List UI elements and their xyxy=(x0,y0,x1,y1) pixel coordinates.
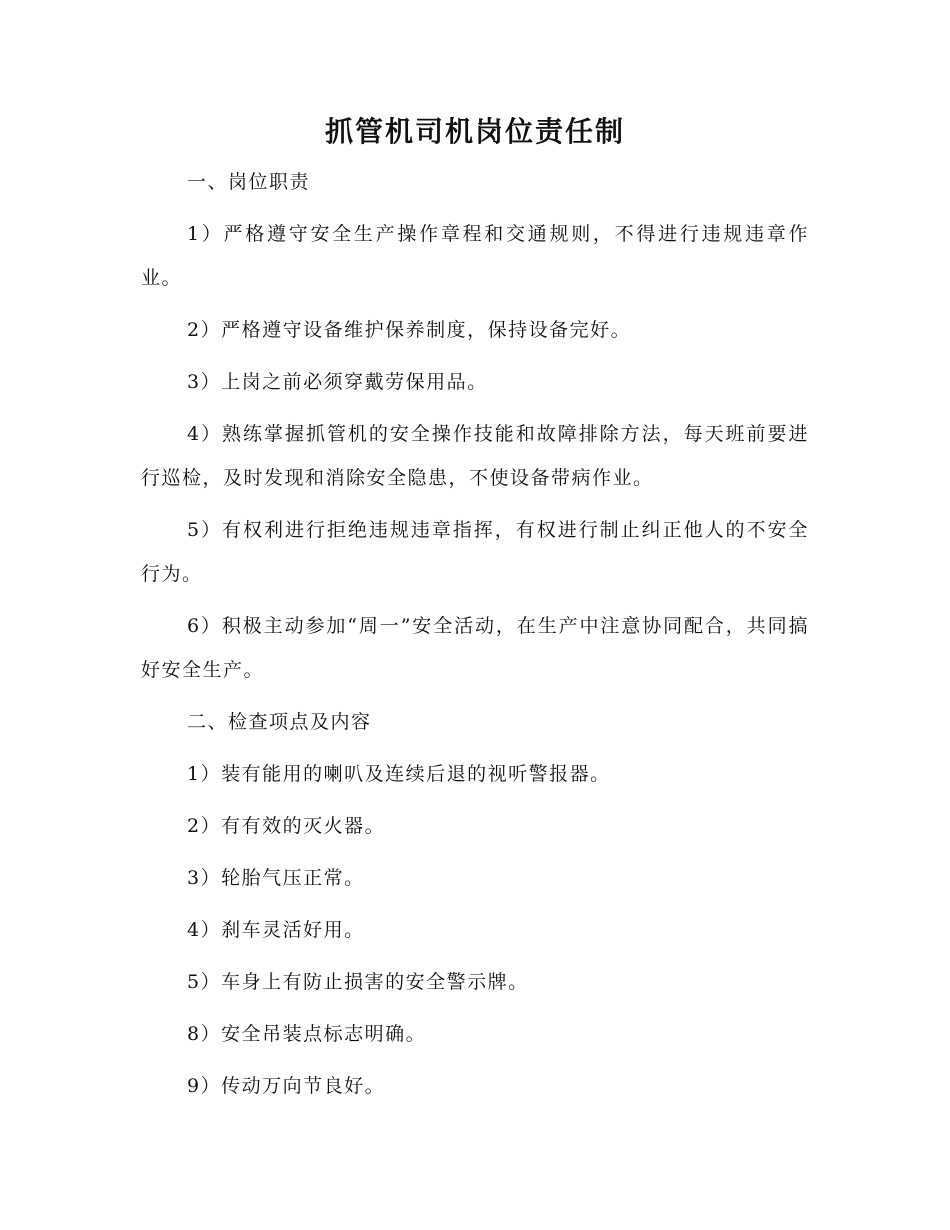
inspection-item-1: 1）装有能用的喇叭及连续后退的视听警报器。 xyxy=(187,763,611,785)
inspection-item-9: 9）传动万向节良好。 xyxy=(187,1075,386,1097)
duty-item-2: 2）严格遵守设备维护保养制度，保持设备完好。 xyxy=(187,319,632,341)
inspection-item-2: 2）有有效的灭火器。 xyxy=(187,815,386,837)
document-body xyxy=(141,160,809,1116)
document-title: 抓管机司机岗位责任制 xyxy=(324,115,625,148)
duty-item-6: 6）积极主动参加“周一”安全活动，在生产中注意协同配合，共同搞好安全生产。 xyxy=(141,615,809,681)
section-heading-inspection: 二、检查项点及内容 xyxy=(187,711,372,733)
duty-item-5: 5）有权利进行拒绝违规违章指挥，有权进行制止纠正他人的不安全行为。 xyxy=(141,519,809,585)
duty-item-1: 1）严格遵守安全生产操作章程和交通规则，不得进行违规违章作业。 xyxy=(141,223,809,289)
duty-item-4: 4）熟练掌握抓管机的安全操作技能和故障排除方法，每天班前要进行巡检，及时发现和消除安全隐患，不使设备带病作业。 xyxy=(141,423,809,489)
inspection-item-3: 3）轮胎气压正常。 xyxy=(187,867,365,889)
inspection-item-4: 4）刹车灵活好用。 xyxy=(187,919,365,941)
duty-item-3: 3）上岗之前必须穿戴劳保用品。 xyxy=(187,371,488,393)
section-heading-duties: 一、岗位职责 xyxy=(187,171,311,193)
inspection-item-5: 5）车身上有防止损害的安全警示牌。 xyxy=(187,971,529,993)
inspection-item-8: 8）安全吊装点标志明确。 xyxy=(187,1023,427,1045)
